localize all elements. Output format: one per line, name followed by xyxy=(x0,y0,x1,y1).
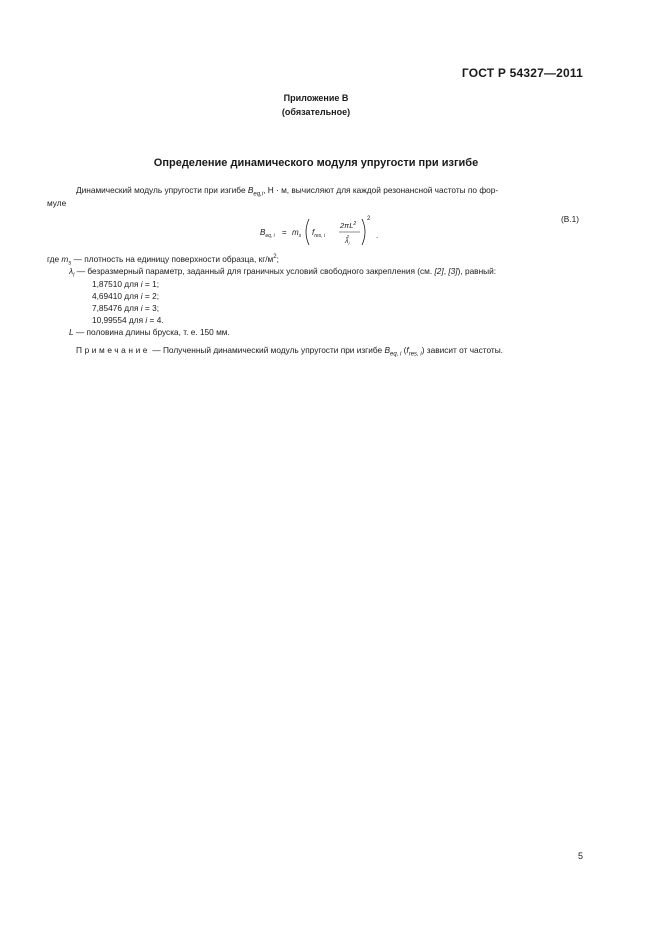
lambda-value-2: 4,69410 для i = 2; xyxy=(92,291,160,301)
intro-paragraph-continued: муле xyxy=(47,198,67,208)
formula-left-paren xyxy=(306,219,309,245)
section-heading: Определение динамического модуля упругости при изгибе xyxy=(153,157,479,169)
definition-lambda: $\lambda_i$ — безразмерный параметр, заданный для граничных условий свободного закрепления (см. [2], [3]), равный: xyxy=(69,266,497,279)
intro-text-start: Динамический модуль упругости при изгибе xyxy=(76,185,248,195)
annex-status: (обязательное) xyxy=(281,107,351,117)
reference-3: [3] xyxy=(448,266,458,276)
note-label: Примечание xyxy=(76,345,151,355)
note: Примечание — Полученный динамический модуль упругости при изгибе $B_{eq, i}$ $(f_{res, i})$ зависит от частоты. xyxy=(76,345,503,358)
formula-number: (В.1) xyxy=(561,214,579,224)
formula-outer-exponent: 2 xyxy=(367,216,371,222)
page-number: 5 xyxy=(577,851,583,861)
symbol-b-eq: $B_{eq,i}$ xyxy=(247,185,264,198)
definition-ms: где $m_s$ — плотность на единицу поверхности образца, $кг/м^2$; xyxy=(47,254,279,267)
formula-f-res: $f_{res, i}$ xyxy=(312,228,326,239)
formula-numerator: $2\pi L^2$ xyxy=(340,221,357,230)
formula-b1 xyxy=(258,214,378,250)
formula-denominator: $\lambda_i2$ xyxy=(345,234,350,246)
formula-ms: $m_s$ xyxy=(292,228,302,239)
reference-2: [2] xyxy=(434,266,444,276)
intro-text-end: , Н · м, вычисляют для каждой резонансной частоты по фор- xyxy=(263,185,499,195)
formula-period: . xyxy=(376,231,379,240)
formula-right-paren xyxy=(362,219,365,245)
definition-l: L — половина длины бруска, т. е. 150 мм. xyxy=(69,327,230,337)
formula-lhs: $B_{eq, i}$ xyxy=(260,228,275,239)
lambda-value-4: 10,99554 для i = 4. xyxy=(92,315,164,325)
lambda-value-3: 7,85476 для i = 3; xyxy=(92,303,160,313)
lambda-value-1: 1,87510 для i = 1; xyxy=(92,279,160,289)
intro-paragraph xyxy=(76,185,584,201)
annex-title: Приложение В xyxy=(283,93,349,103)
formula-equals: = xyxy=(282,228,287,237)
standard-id: ГОСТ Р 54327—2011 xyxy=(461,66,583,80)
